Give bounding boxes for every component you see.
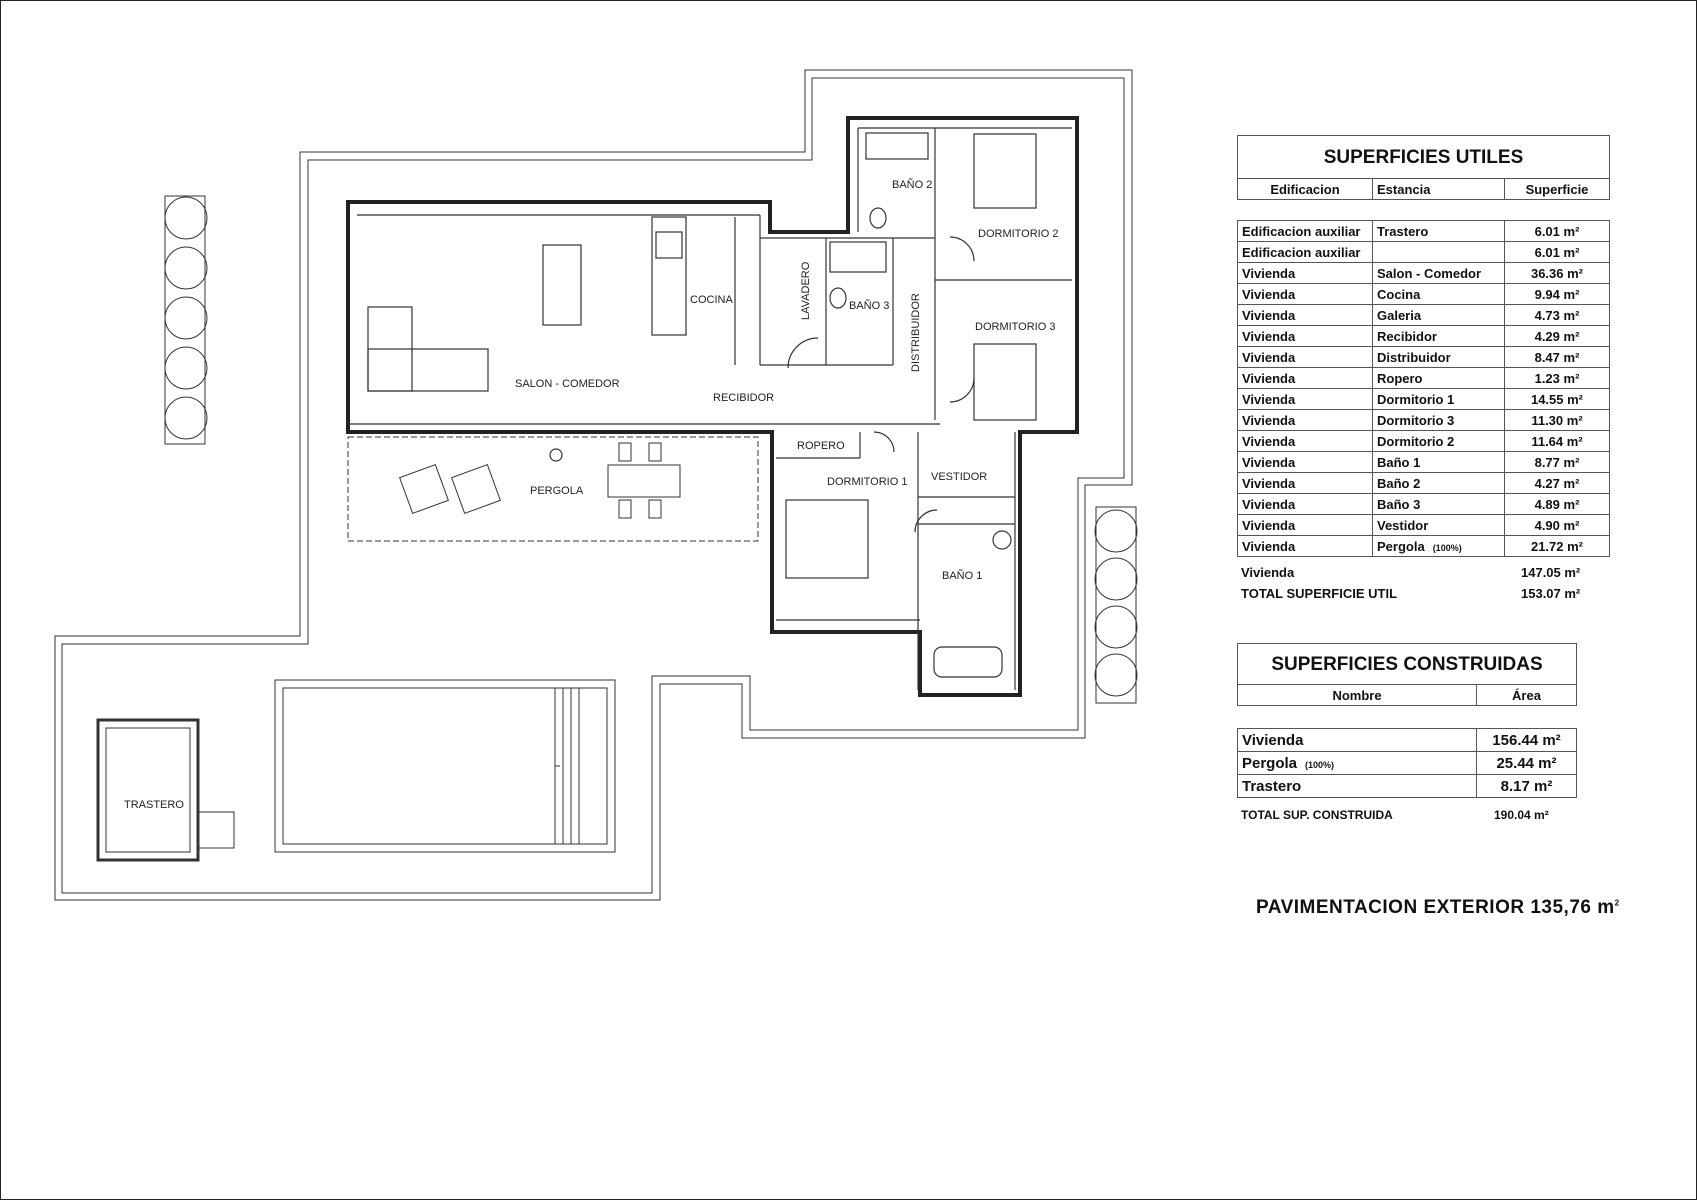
utiles-edificacion-cell: Vivienda (1238, 305, 1373, 326)
label-distribuidor: DISTRIBUIDOR (910, 293, 922, 372)
utiles-superficie-cell: 11.64 m² (1505, 431, 1610, 452)
utiles-table (1237, 220, 1610, 557)
utiles-title-text: SUPERFICIES UTILES (1323, 147, 1524, 168)
utiles-estancia-cell (1373, 284, 1505, 305)
utiles-vivienda-total-label: Vivienda (1241, 565, 1295, 580)
utiles-header-estancia: Estancia (1373, 179, 1505, 200)
utiles-edificacion-cell: Vivienda (1238, 347, 1373, 368)
label-trastero: TRASTERO (124, 799, 184, 811)
utiles-estancia-cell (1373, 494, 1505, 515)
construidas-nombre-text: Vivienda (1242, 731, 1304, 749)
utiles-estancia-text: Dormitorio 1 (1377, 391, 1455, 407)
construidas-area-cell: 25.44 m² (1477, 752, 1577, 775)
label-dormitorio-1: DORMITORIO 1 (827, 476, 908, 488)
label-dormitorio-2: DORMITORIO 2 (978, 228, 1059, 240)
utiles-superficie-cell: 6.01 m² (1505, 242, 1610, 263)
label-ropero: ROPERO (797, 440, 845, 452)
utiles-row (1238, 368, 1610, 389)
utiles-estancia-cell (1373, 347, 1505, 368)
utiles-edificacion-cell: Vivienda (1238, 536, 1373, 557)
utiles-estancia-text: Cocina (1377, 286, 1421, 302)
construidas-total: 190.04 m² (1494, 808, 1549, 822)
utiles-row (1238, 326, 1610, 347)
utiles-estancia-text: Dormitorio 2 (1377, 433, 1455, 449)
utiles-estancia-text: Baño 1 (1377, 454, 1421, 470)
utiles-estancia-cell (1373, 242, 1505, 263)
utiles-superficie-cell: 1.23 m² (1505, 368, 1610, 389)
construidas-header-table (1237, 684, 1577, 706)
paving-outline (55, 70, 1132, 900)
utiles-edificacion-cell: Vivienda (1238, 389, 1373, 410)
construidas-title (1237, 643, 1577, 685)
label-pergola: PERGOLA (530, 485, 584, 497)
utiles-estancia-text: Ropero (1377, 370, 1423, 386)
construidas-nombre-text: Trastero (1242, 777, 1302, 795)
utiles-superficie-cell: 14.55 m² (1505, 389, 1610, 410)
utiles-estancia-cell (1373, 515, 1505, 536)
utiles-estancia-cell (1373, 452, 1505, 473)
pavimentacion-sup: 2 (1614, 898, 1620, 908)
utiles-estancia-cell (1373, 368, 1505, 389)
utiles-header-edificacion: Edificacion (1238, 179, 1373, 200)
construidas-nombre-note: (100%) (1305, 759, 1335, 770)
utiles-row (1238, 305, 1610, 326)
utiles-edificacion-cell: Vivienda (1238, 284, 1373, 305)
utiles-row (1238, 284, 1610, 305)
utiles-superficie-cell: 6.01 m² (1505, 221, 1610, 242)
utiles-edificacion-cell: Vivienda (1238, 368, 1373, 389)
utiles-vivienda-total: 147.05 m² (1521, 565, 1581, 580)
utiles-superficie-cell: 4.89 m² (1505, 494, 1610, 515)
utiles-row (1238, 473, 1610, 494)
pool (275, 680, 615, 852)
construidas-nombre-text: Pergola (1242, 754, 1298, 772)
utiles-superficie-cell: 8.77 m² (1505, 452, 1610, 473)
construidas-title-text: SUPERFICIES CONSTRUIDAS (1271, 654, 1543, 675)
utiles-estancia-text: Vestidor (1377, 517, 1429, 533)
label-bano-1: BAÑO 1 (942, 570, 983, 582)
pavimentacion-text: PAVIMENTACION EXTERIOR 135,76 m (1256, 897, 1615, 918)
utiles-estancia-cell (1373, 473, 1505, 494)
utiles-superficie-cell: 36.36 m² (1505, 263, 1610, 284)
utiles-row (1238, 515, 1610, 536)
utiles-superficie-cell: 4.29 m² (1505, 326, 1610, 347)
utiles-estancia-note: (100%) (1432, 542, 1462, 553)
label-dormitorio-3: DORMITORIO 3 (975, 321, 1056, 333)
utiles-row (1238, 389, 1610, 410)
utiles-estancia-text: Pergola (1377, 538, 1425, 554)
utiles-superficie-cell: 4.73 m² (1505, 305, 1610, 326)
utiles-estancia-text: Galeria (1377, 307, 1422, 323)
utiles-edificacion-cell: Vivienda (1238, 410, 1373, 431)
label-lavadero: LAVADERO (800, 261, 812, 320)
utiles-edificacion-cell: Vivienda (1238, 452, 1373, 473)
label-salon-comedor: SALON - COMEDOR (515, 378, 620, 390)
utiles-superficie-cell: 4.90 m² (1505, 515, 1610, 536)
utiles-row (1238, 242, 1610, 263)
utiles-estancia-cell (1373, 410, 1505, 431)
utiles-total-label: TOTAL SUPERFICIE UTIL (1241, 586, 1398, 601)
utiles-superficie-cell: 11.30 m² (1505, 410, 1610, 431)
utiles-estancia-text: Baño 2 (1377, 475, 1421, 491)
construidas-header-area: Área (1477, 685, 1577, 706)
utiles-estancia-text: Trastero (1377, 223, 1429, 239)
construidas-row (1238, 729, 1577, 752)
utiles-superficie-cell: 9.94 m² (1505, 284, 1610, 305)
utiles-row (1238, 221, 1610, 242)
utiles-edificacion-cell: Edificacion auxiliar (1238, 221, 1373, 242)
construidas-table (1237, 728, 1577, 798)
utiles-superficie-cell: 8.47 m² (1505, 347, 1610, 368)
construidas-nombre-cell (1238, 729, 1477, 752)
utiles-edificacion-cell: Vivienda (1238, 494, 1373, 515)
label-bano-2: BAÑO 2 (892, 179, 933, 191)
utiles-row (1238, 410, 1610, 431)
utiles-edificacion-cell: Vivienda (1238, 515, 1373, 536)
utiles-estancia-cell (1373, 305, 1505, 326)
utiles-estancia-cell (1373, 326, 1505, 347)
pavimentacion-label (1256, 897, 1620, 919)
label-vestidor: VESTIDOR (931, 471, 988, 483)
utiles-row (1238, 347, 1610, 368)
construidas-area-cell: 8.17 m² (1477, 775, 1577, 798)
utiles-row (1238, 263, 1610, 284)
utiles-title (1237, 135, 1610, 179)
construidas-area-cell: 156.44 m² (1477, 729, 1577, 752)
label-cocina: COCINA (690, 294, 733, 306)
utiles-superficie-cell: 21.72 m² (1505, 536, 1610, 557)
utiles-estancia-cell (1373, 263, 1505, 284)
utiles-total: 153.07 m² (1521, 586, 1581, 601)
trastero (98, 720, 198, 860)
utiles-estancia-text: Recibidor (1377, 328, 1437, 344)
utiles-estancia-cell (1373, 536, 1505, 557)
construidas-row (1238, 752, 1577, 775)
utiles-row (1238, 452, 1610, 473)
utiles-header-table (1237, 178, 1610, 200)
utiles-edificacion-cell: Vivienda (1238, 326, 1373, 347)
utiles-estancia-cell (1373, 221, 1505, 242)
construidas-row (1238, 775, 1577, 798)
construidas-nombre-cell (1238, 752, 1477, 775)
utiles-estancia-text: Salon - Comedor (1377, 265, 1482, 281)
construidas-header-nombre: Nombre (1238, 685, 1477, 706)
utiles-edificacion-cell: Vivienda (1238, 263, 1373, 284)
utiles-row (1238, 494, 1610, 515)
utiles-estancia-text: Distribuidor (1377, 349, 1451, 365)
utiles-edificacion-cell: Vivienda (1238, 473, 1373, 494)
utiles-row (1238, 431, 1610, 452)
utiles-superficie-cell: 4.27 m² (1505, 473, 1610, 494)
utiles-estancia-cell (1373, 431, 1505, 452)
label-recibidor: RECIBIDOR (713, 392, 775, 404)
construidas-nombre-cell (1238, 775, 1477, 798)
utiles-row (1238, 536, 1610, 557)
utiles-edificacion-cell: Edificacion auxiliar (1238, 242, 1373, 263)
utiles-estancia-cell (1373, 389, 1505, 410)
label-bano-3: BAÑO 3 (849, 300, 890, 312)
utiles-estancia-text: Baño 3 (1377, 496, 1421, 512)
utiles-estancia-text: Dormitorio 3 (1377, 412, 1455, 428)
utiles-edificacion-cell: Vivienda (1238, 431, 1373, 452)
house-walls (348, 118, 1077, 695)
utiles-header-superficie: Superficie (1505, 179, 1610, 200)
construidas-total-label: TOTAL SUP. CONSTRUIDA (1241, 808, 1393, 822)
